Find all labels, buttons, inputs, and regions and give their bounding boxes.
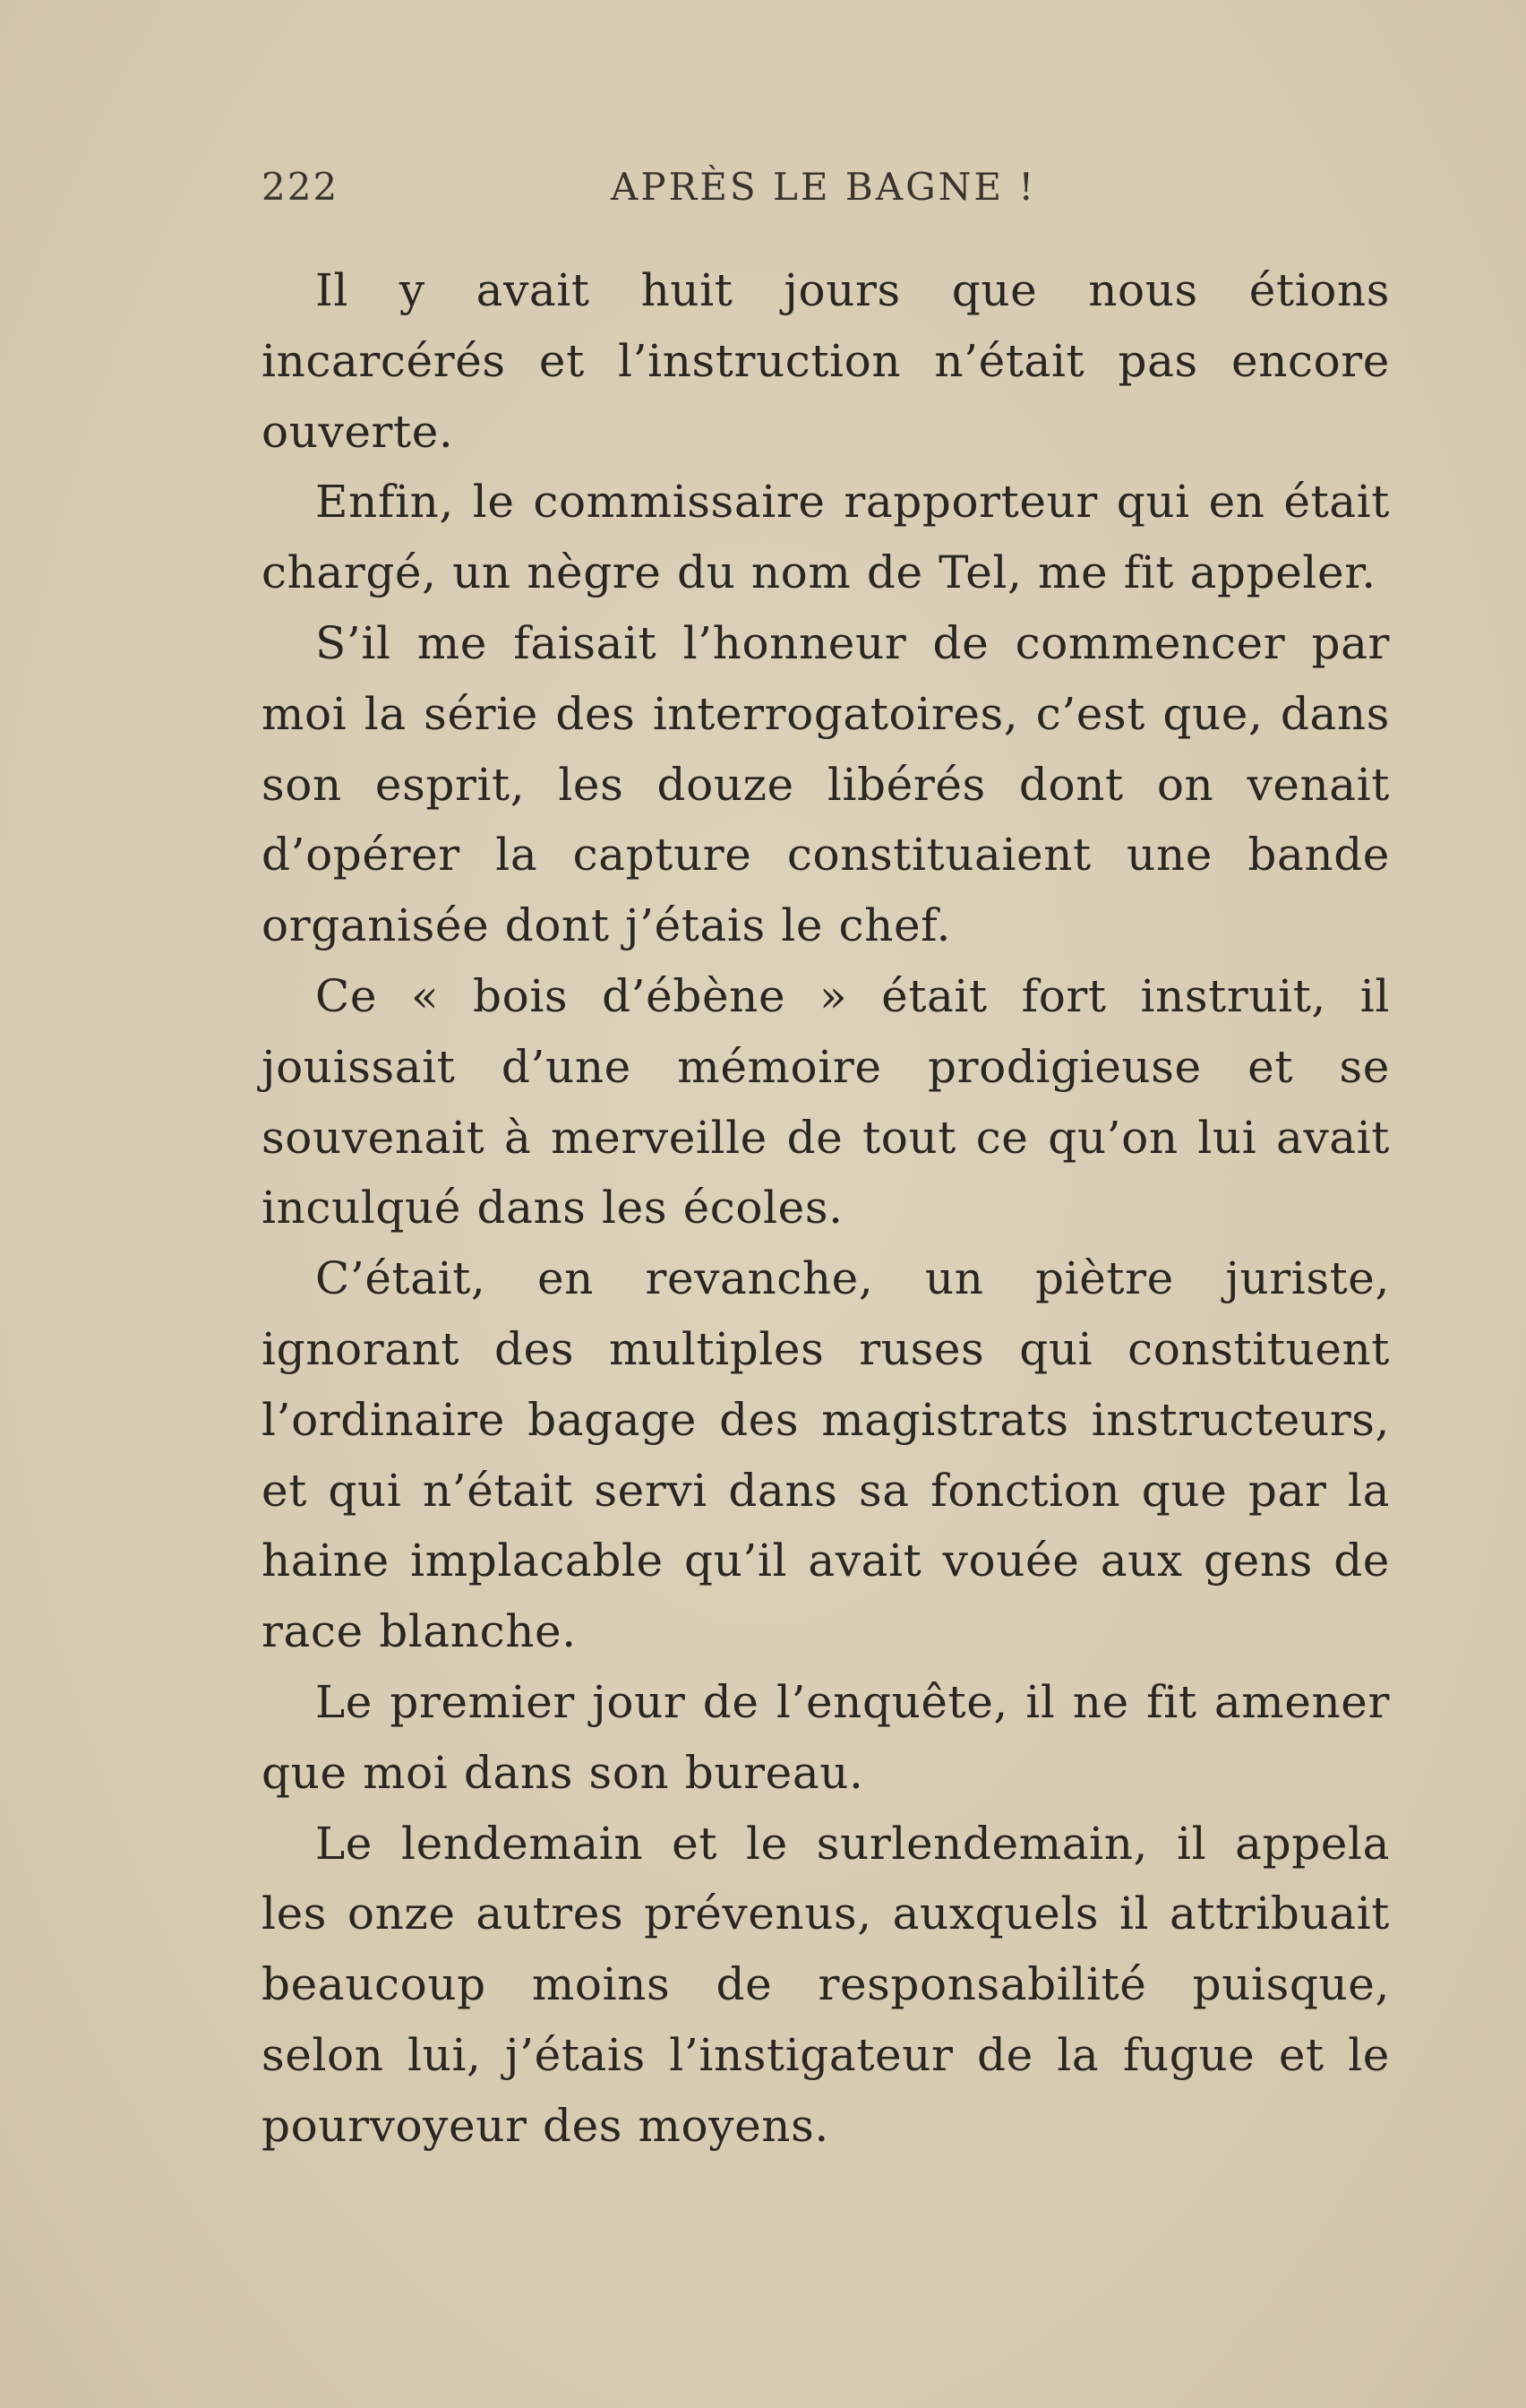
running-title: APRÈS LE BAGNE !	[611, 165, 1037, 209]
paragraph: Ce « bois d’ébène » était fort instruit, il jouissait d’une mémoire prodigieuse et se souvenait à merveille de tout ce qu’on lui avait inculqué dans les écoles.	[261, 969, 1390, 1234]
paragraph: Le premier jour de l’enquête, il ne fit amener que moi dans son bureau.	[261, 1675, 1390, 1799]
book-page	[261, 152, 1390, 2302]
paragraph: C’était, en revanche, un piètre juriste, ignorant des multiples ruses qui constituent l’ordinaire bagage des magistrats instructeurs, et qui n’était servi dans sa fonction que par la haine implacable qu’il avait vouée aux gens de race blanche.	[261, 1252, 1390, 1658]
running-head	[261, 152, 1390, 224]
page-number: 222	[261, 165, 339, 209]
paragraph: Le lendemain et le surlendemain, il appela les onze autres prévenus, auxquels il attribuait beaucoup moins de responsabilité puisque, selon lui, j’étais l’instigateur de la fugue et le pourvoyeur des moyens.	[261, 1817, 1390, 2152]
paragraph: Il y avait huit jours que nous étions incarcérés et l’instruction n’était pas encore ouverte.	[261, 264, 1390, 458]
paragraph: S’il me faisait l’honneur de commencer par moi la série des interrogatoires, c’est que, dans son esprit, les douze libérés dont on venait d’opérer la capture constituaient une bande organisée dont j’étais le chef.	[261, 616, 1390, 952]
body-text	[261, 255, 1390, 2162]
paragraph: Enfin, le commissaire rapporteur qui en était chargé, un nègre du nom de Tel, me fit appeler.	[261, 476, 1390, 599]
